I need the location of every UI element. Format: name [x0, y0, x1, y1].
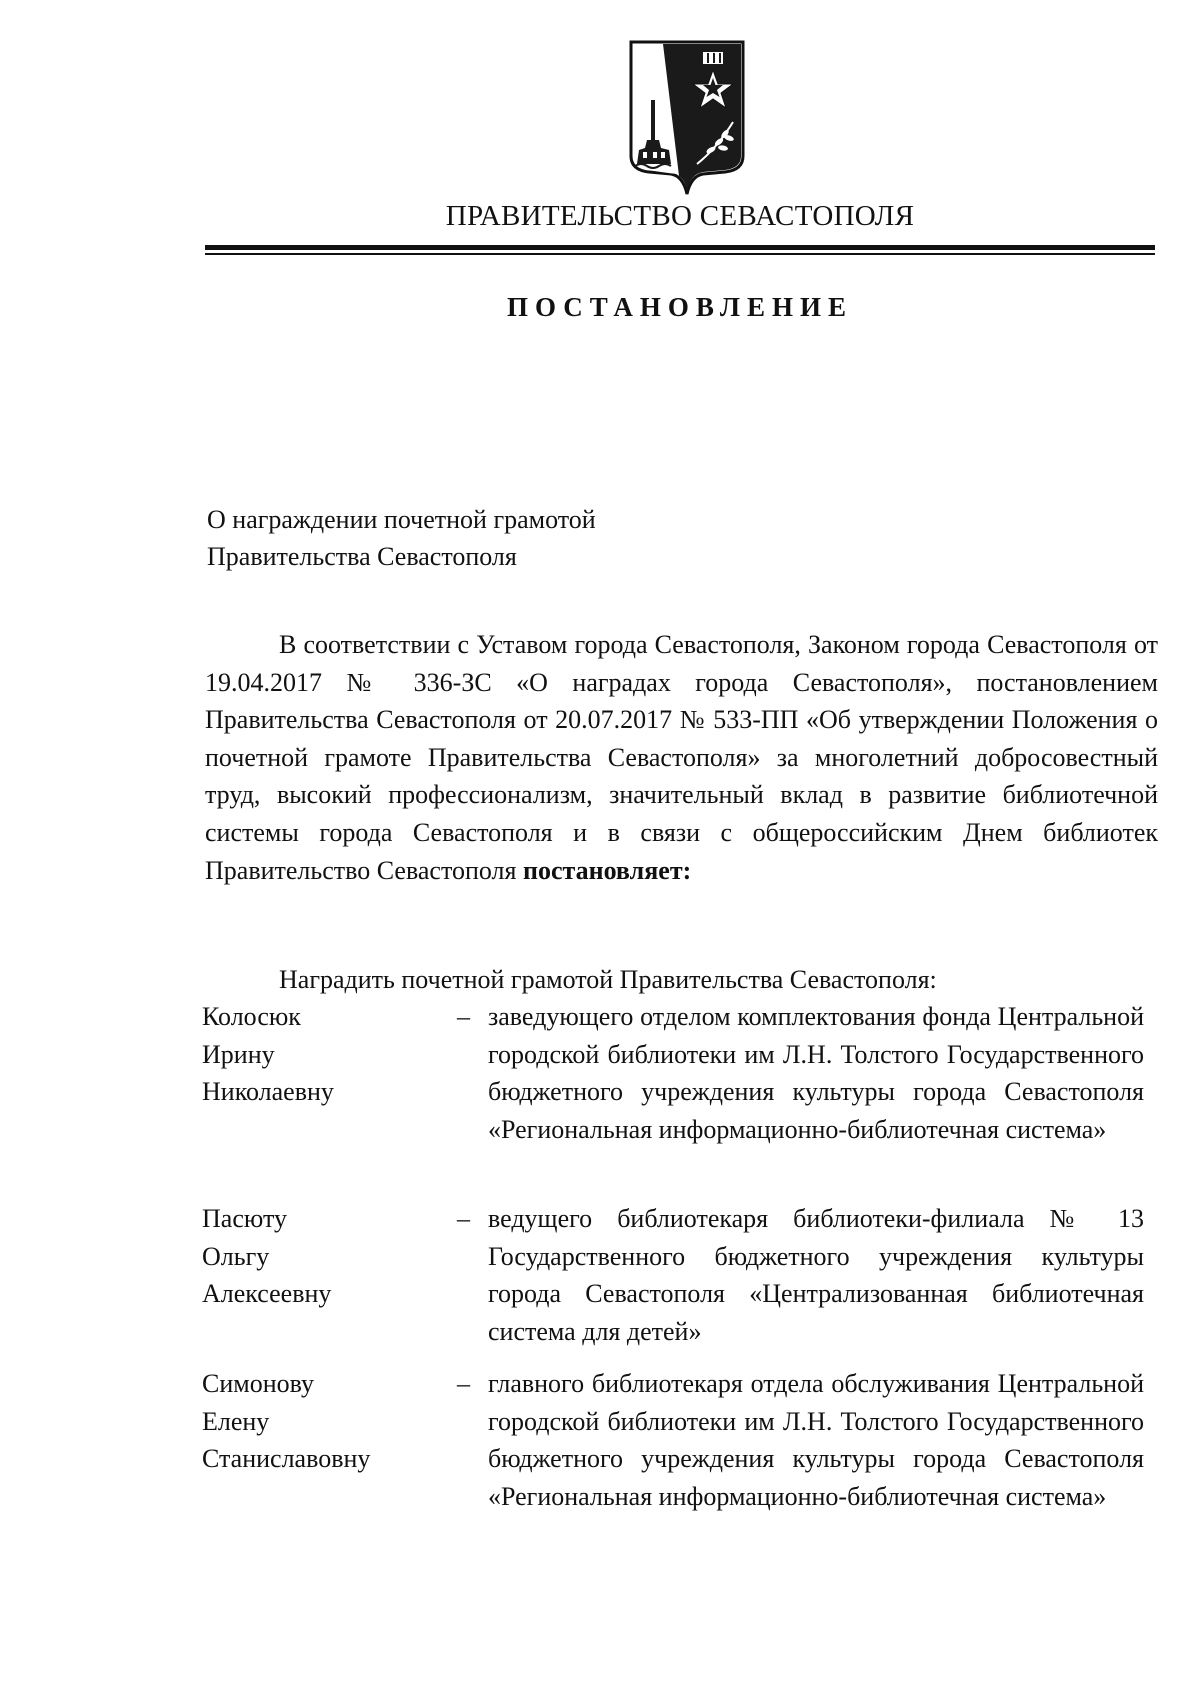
decree-intro: Наградить почетной грамотой Правительства Севастополя:: [279, 965, 937, 994]
awardee-first-name: Ирину: [202, 1039, 275, 1069]
awardee-name: [202, 1365, 442, 1478]
document-type-heading: ПОСТАНОВЛЕНИЕ: [506, 292, 854, 322]
awardee-name: [202, 998, 442, 1111]
awardee-first-name: Ольгу: [202, 1241, 270, 1271]
awardee-dash: –: [457, 1002, 470, 1031]
awardee-patronymic: Алексеевну: [202, 1279, 332, 1308]
header-rule-thin: [205, 253, 1155, 255]
header-rule-thick: [205, 245, 1155, 250]
awardee-surname: Симонову: [202, 1369, 315, 1398]
awardee-dash: –: [457, 1369, 470, 1398]
decree-word: постановляет:: [522, 855, 692, 885]
preamble-paragraph: [205, 626, 1158, 889]
awardee-dash: –: [457, 1204, 470, 1233]
preamble-text: В соответствии с Уставом города Севастополя, Законом города Севастополя от 19.04.2017 № 336-ЗС «О наградах города Севастополя», постановлением Правительства Севастополя от 20.07.2017 № 533-ПП «Об утверждении Положения о почетной грамоте Правительства Севастополя» за многолетний добросовестный труд, высокий профессионализм, значительный вклад в развитие библиотечной системы города Севастополя и в связи с общероссийским Днем библиотек Правительство Севастополя: [205, 630, 1158, 885]
awardee-patronymic: Николаевну: [202, 1077, 334, 1106]
awardee-first-name: Елену: [202, 1406, 270, 1436]
document-subject: [207, 501, 596, 575]
subject-line-1: О награждении почетной грамотой: [207, 505, 596, 534]
awardee-description: главного библиотекаря отдела обслуживания Центральной городской библиотеки им Л.Н. Толстого Государственного бюджетного учреждения культуры города Севастополя «Региональная информационно-библиотечная система»: [488, 1369, 1144, 1511]
sevastopol-coat-of-arms-icon: [625, 38, 749, 198]
subject-line-2: Правительства Севастополя: [207, 542, 517, 571]
awardee-description: ведущего библиотекаря библиотеки-филиала № 13 Государственного бюджетного учреждения культуры города Севастополя «Централизованная библиотечная система для детей»: [488, 1204, 1144, 1346]
awardee-patronymic: Станиславовну: [202, 1444, 371, 1473]
awardee-description: заведующего отделом комплектования фонда Центральной городской библиотеки им Л.Н. Толстого Государственного бюджетного учреждения культуры города Севастополя «Региональная информационно-библиотечная система»: [488, 1002, 1144, 1144]
government-title: ПРАВИТЕЛЬСТВО СЕВАСТОПОЛЯ: [445, 200, 915, 232]
awardee-surname: Пасюту: [202, 1204, 287, 1233]
awardee-name: [202, 1200, 442, 1313]
awardee-surname: Колосюк: [202, 1002, 301, 1031]
